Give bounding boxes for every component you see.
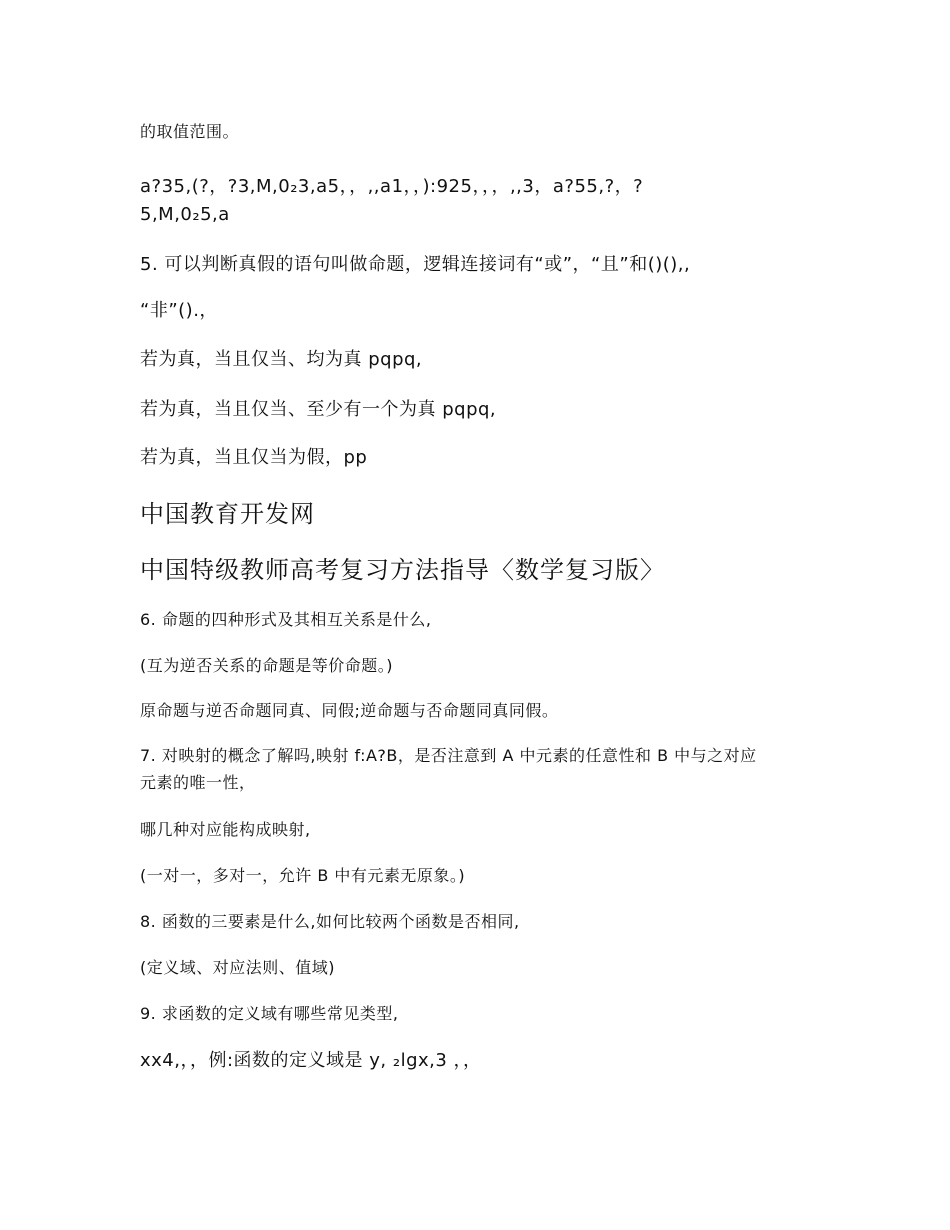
item-6-heading: 6. 命题的四种形式及其相互关系是什么, xyxy=(140,610,432,629)
text-line: 若为真，当且仅当为假，pp xyxy=(140,447,368,468)
book-title-heading: 中国特级教师高考复习方法指导〈数学复习版〉 xyxy=(140,556,665,584)
item-5-heading: 5. 可以判断真假的语句叫做命题，逻辑连接词有“或”，“且”和()(),, xyxy=(140,254,691,275)
site-heading: 中国教育开发网 xyxy=(140,500,315,528)
formula-line: xx4,，，例:函数的定义域是 y, ₂lgx,3 ，， xyxy=(140,1050,482,1071)
text-line: “非”().， xyxy=(140,300,218,321)
item-8-heading: 8. 函数的三要素是什么,如何比较两个函数是否相同, xyxy=(140,912,520,931)
item-9-heading: 9. 求函数的定义域有哪些常见类型, xyxy=(140,1004,399,1023)
text-line: 哪几种对应能构成映射, xyxy=(140,820,311,839)
text-line: 的取值范围。 xyxy=(140,122,240,141)
text-line: 若为真，当且仅当、至少有一个为真 pqpq, xyxy=(140,399,497,420)
text-line: 元素的唯一性， xyxy=(140,773,256,792)
item-7-heading: 7. 对映射的概念了解吗,映射 f:A?B，是否注意到 A 中元素的任意性和 B 中与之对应 xyxy=(140,746,757,765)
text-line: (定义域、对应法则、值域) xyxy=(140,958,335,977)
text-line: (互为逆否关系的命题是等价命题。) xyxy=(140,656,393,675)
text-line: 若为真，当且仅当、均为真 pqpq, xyxy=(140,349,423,370)
text-line: 原命题与逆否命题同真、同假;逆命题与否命题同真同假。 xyxy=(140,701,559,720)
formula-line: a?35,(?，?3,M,0₂3,a5，，,,a1，，):925，，，,,3，a?55,?，? xyxy=(140,176,644,197)
formula-line: 5,M,0₂5,a xyxy=(140,204,230,225)
text-line: (一对一，多对一，允许 B 中有元素无原象。) xyxy=(140,866,466,885)
